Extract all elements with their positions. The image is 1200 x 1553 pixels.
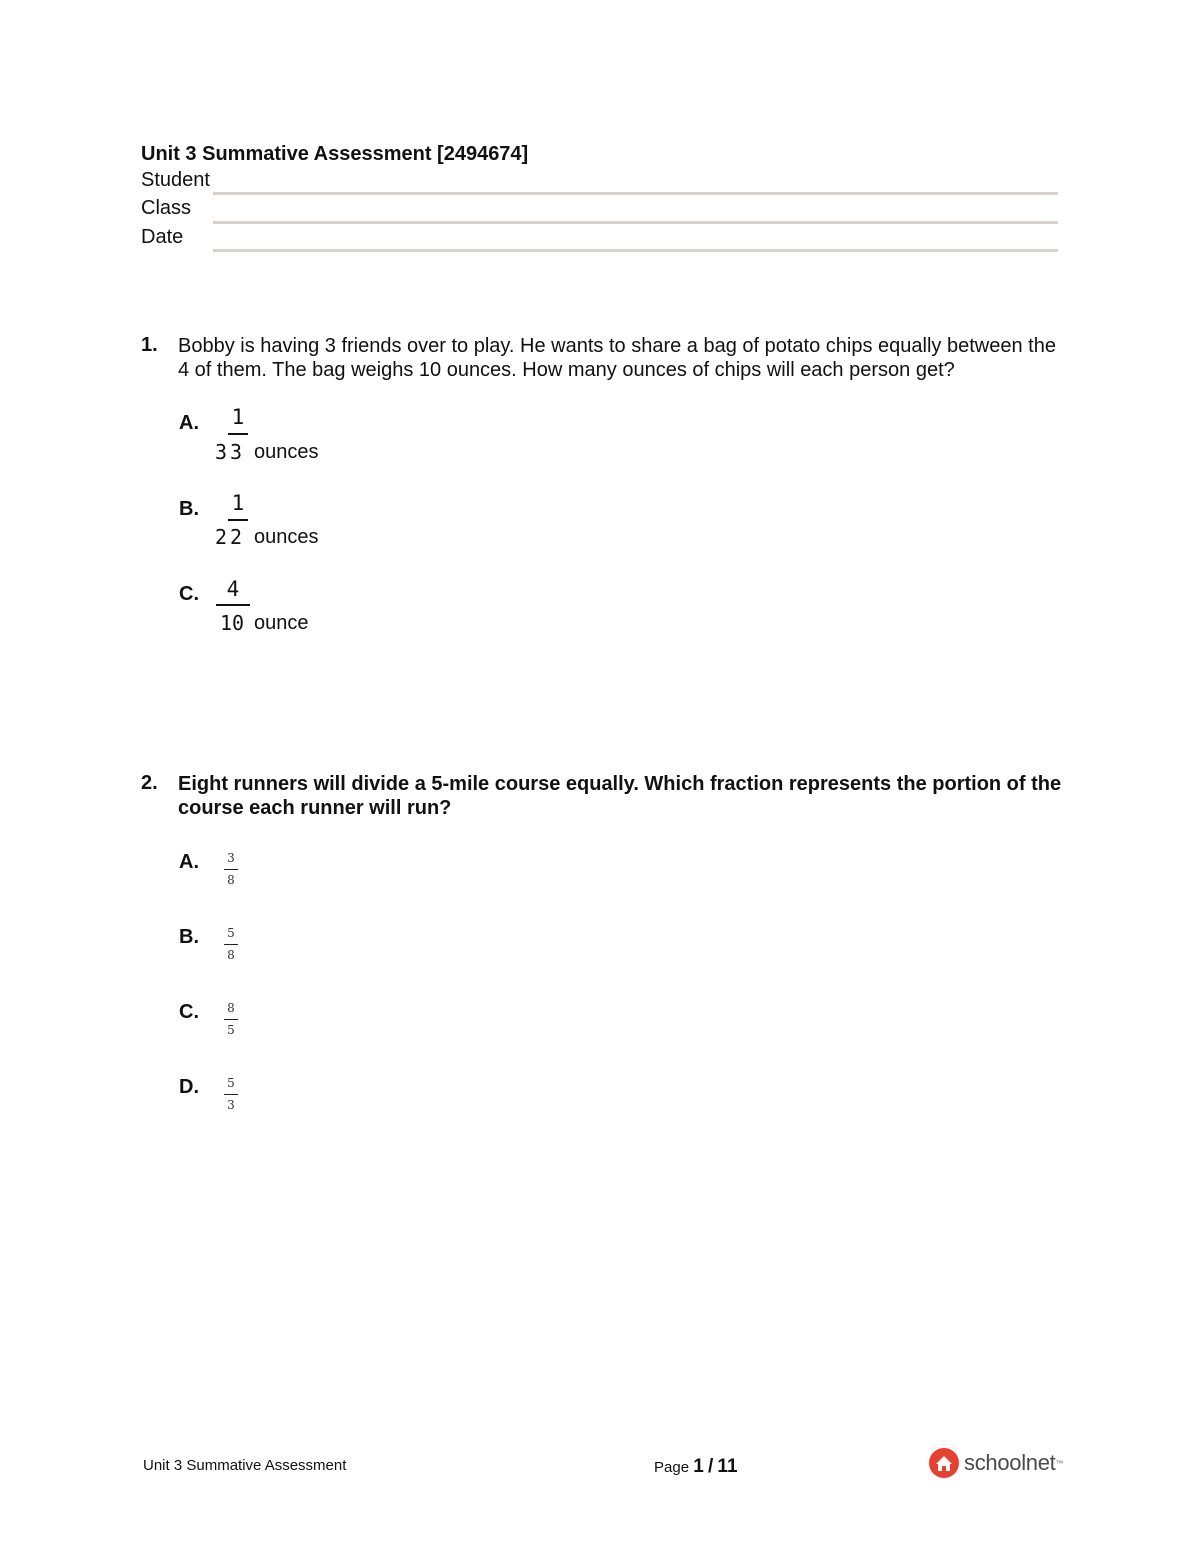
q2-c-fraction-bar bbox=[224, 1019, 238, 1020]
page-label: Page bbox=[654, 1459, 690, 1476]
q1-c-fraction-bar bbox=[216, 604, 250, 606]
q2-c-denominator: 5 bbox=[227, 1023, 235, 1037]
question-2-number: 2. bbox=[141, 772, 158, 794]
q1-option-c-letter[interactable]: C. bbox=[179, 583, 199, 605]
q2-c-numerator: 8 bbox=[227, 1001, 235, 1015]
page-current: 1 bbox=[693, 1456, 704, 1477]
q1-b-numerator: 1 bbox=[231, 491, 245, 515]
q2-b-numerator: 5 bbox=[227, 926, 235, 940]
footer-title: Unit 3 Summative Assessment bbox=[143, 1457, 347, 1474]
date-label: Date bbox=[141, 226, 184, 248]
q1-b-denominator: 2 bbox=[230, 525, 243, 549]
page-separator: / bbox=[707, 1456, 714, 1477]
q2-option-a-letter[interactable]: A. bbox=[179, 851, 199, 873]
q1-a-fraction-bar bbox=[228, 433, 248, 435]
q1-a-denominator: 3 bbox=[230, 440, 243, 464]
date-line[interactable] bbox=[213, 249, 1058, 252]
page-total: 11 bbox=[717, 1456, 738, 1477]
q1-a-whole: 3 bbox=[215, 440, 228, 464]
q1-c-numerator: 4 bbox=[226, 577, 240, 601]
q2-option-c-letter[interactable]: C. bbox=[179, 1001, 199, 1023]
brand-name: schoolnet bbox=[964, 1450, 1056, 1475]
q1-a-unit: ounces bbox=[254, 441, 319, 463]
q2-option-b-letter[interactable]: B. bbox=[179, 926, 199, 948]
question-1-number: 1. bbox=[141, 334, 158, 356]
question-2-text: Eight runners will divide a 5-mile course equally. Which fraction represents the portion of the course each runner will run? bbox=[178, 773, 1062, 819]
q2-b-denominator: 8 bbox=[227, 948, 235, 962]
q2-a-denominator: 8 bbox=[227, 873, 235, 887]
class-label: Class bbox=[141, 197, 192, 219]
q2-d-fraction-bar bbox=[224, 1094, 238, 1095]
student-label: Student bbox=[141, 169, 210, 191]
question-1-text: Bobby is having 3 friends over to play. He wants to share a bag of potato chips equally between the 4 of them. The bag weighs 10 ounces. How many ounces of chips will each person get? bbox=[178, 335, 1056, 381]
q2-a-fraction-bar bbox=[224, 869, 238, 870]
q2-d-denominator: 3 bbox=[227, 1098, 235, 1112]
schoolnet-logo bbox=[928, 1447, 1063, 1479]
q1-c-denominator: 10 bbox=[220, 611, 245, 635]
q1-b-fraction-bar bbox=[228, 519, 248, 521]
q1-a-numerator: 1 bbox=[231, 405, 245, 429]
q2-a-numerator: 3 bbox=[227, 851, 235, 865]
q1-b-whole: 2 bbox=[215, 525, 228, 549]
q1-c-unit: ounce bbox=[254, 612, 309, 634]
q1-option-b-letter[interactable]: B. bbox=[179, 498, 199, 520]
q2-d-numerator: 5 bbox=[227, 1076, 235, 1090]
page-indicator bbox=[654, 1456, 738, 1478]
q1-option-a-letter[interactable]: A. bbox=[179, 412, 199, 434]
q1-b-unit: ounces bbox=[254, 526, 319, 548]
house-icon bbox=[928, 1447, 960, 1479]
student-line[interactable] bbox=[213, 192, 1058, 195]
document-title: Unit 3 Summative Assessment [2494674] bbox=[141, 143, 529, 165]
q2-b-fraction-bar bbox=[224, 944, 238, 945]
class-line[interactable] bbox=[213, 221, 1058, 224]
q2-option-d-letter[interactable]: D. bbox=[179, 1076, 199, 1098]
brand-trademark: ™ bbox=[1055, 1458, 1064, 1468]
